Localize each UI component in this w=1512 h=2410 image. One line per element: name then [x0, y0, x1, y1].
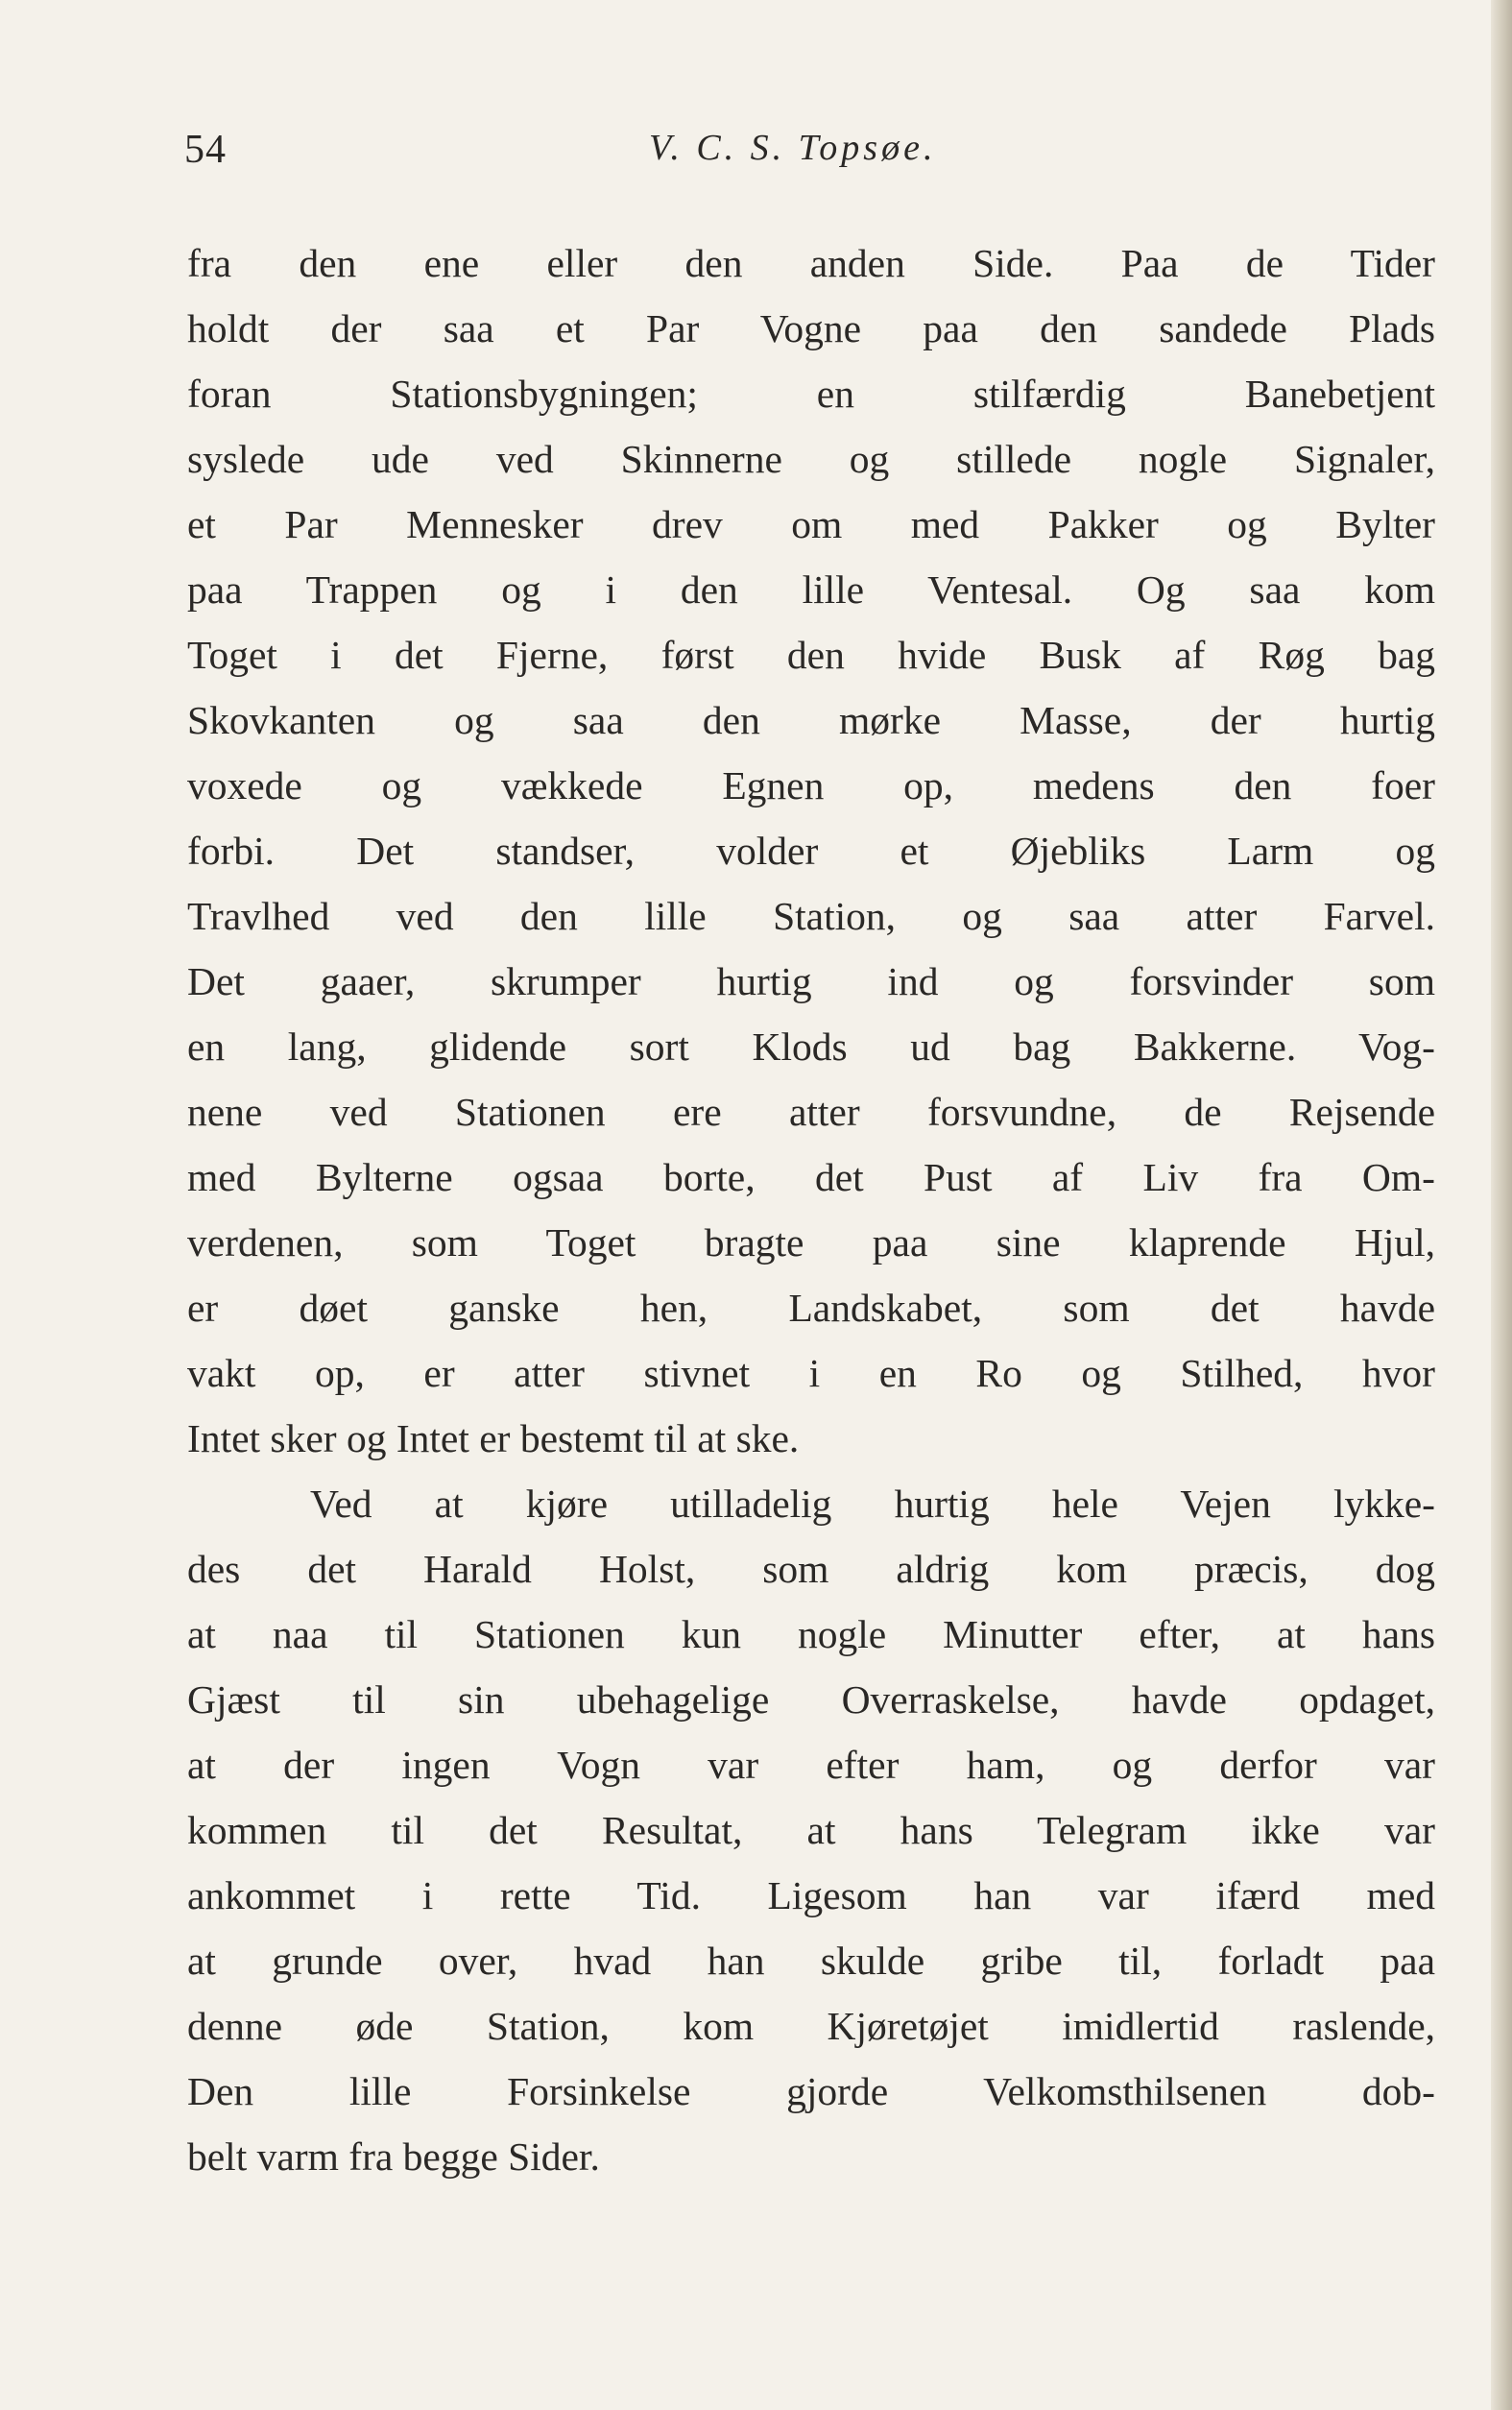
text-line: at der ingen Vogn var efter ham, og derfor var: [187, 1743, 1435, 1787]
text-line: Skovkanten og saa den mørke Masse, der hurtig: [187, 698, 1435, 742]
text-line: vakt op, er atter stivnet i en Ro og Stilhed, hvor: [187, 1351, 1435, 1395]
body-text: [187, 230, 1435, 2189]
text-line: Det gaaer, skrumper hurtig ind og forsvinder som: [187, 959, 1435, 1003]
text-line: Toget i det Fjerne, først den hvide Busk af Røg bag: [187, 633, 1435, 677]
text-line: holdt der saa et Par Vogne paa den sandede Plads: [187, 306, 1435, 350]
running-head: V. C. S. Topsøe.: [649, 128, 937, 168]
text-line: med Bylterne ogsaa borte, det Pust af Liv fra Om-: [187, 1155, 1435, 1199]
text-line: forbi. Det standser, volder et Øjebliks Larm og: [187, 829, 1435, 873]
text-line: Gjæst til sin ubehagelige Overraskelse, havde opdaget,: [187, 1677, 1435, 1722]
text-line: foran Stationsbygningen; en stilfærdig Banebetjent: [187, 372, 1435, 416]
text-line: Den lille Forsinkelse gjorde Velkomsthilsenen dob-: [187, 2069, 1435, 2113]
text-line: Intet sker og Intet er bestemt til at ske.: [187, 1416, 800, 1460]
text-line: verdenen, som Toget bragte paa sine klaprende Hjul,: [187, 1220, 1435, 1265]
text-line: er døet ganske hen, Landskabet, som det havde: [187, 1286, 1435, 1330]
text-line: des det Harald Holst, som aldrig kom præcis, dog: [187, 1547, 1435, 1591]
text-line: syslede ude ved Skinnerne og stillede nogle Signaler,: [187, 437, 1435, 481]
text-line: at naa til Stationen kun nogle Minutter efter, at hans: [187, 1612, 1435, 1656]
text-line: fra den ene eller den anden Side. Paa de Tider: [187, 241, 1435, 285]
text-line: Travlhed ved den lille Station, og saa atter Farvel.: [187, 894, 1435, 938]
text-line: paa Trappen og i den lille Ventesal. Og saa kom: [187, 567, 1435, 612]
text-line: nene ved Stationen ere atter forsvundne, de Rejsende: [187, 1090, 1435, 1134]
text-line: en lang, glidende sort Klods ud bag Bakkerne. Vog-: [187, 1024, 1435, 1069]
text-line: Ved at kjøre utilladelig hurtig hele Vejen lykke-: [310, 1482, 1435, 1526]
text-line: kommen til det Resultat, at hans Telegram ikke var: [187, 1808, 1435, 1852]
page-header: [184, 127, 1432, 184]
text-line: ankommet i rette Tid. Ligesom han var ifærd med: [187, 1873, 1435, 1917]
text-line: belt varm fra begge Sider.: [187, 2134, 600, 2179]
text-line: voxede og vækkede Egnen op, medens den foer: [187, 763, 1435, 807]
page-edge: [1491, 0, 1512, 2410]
text-line: et Par Mennesker drev om med Pakker og Bylter: [187, 502, 1435, 546]
text-line: denne øde Station, kom Kjøretøjet imidlertid raslende,: [187, 2004, 1435, 2048]
page-number: 54: [184, 128, 227, 172]
text-line: at grunde over, hvad han skulde gribe til, forladt paa: [187, 1939, 1435, 1983]
